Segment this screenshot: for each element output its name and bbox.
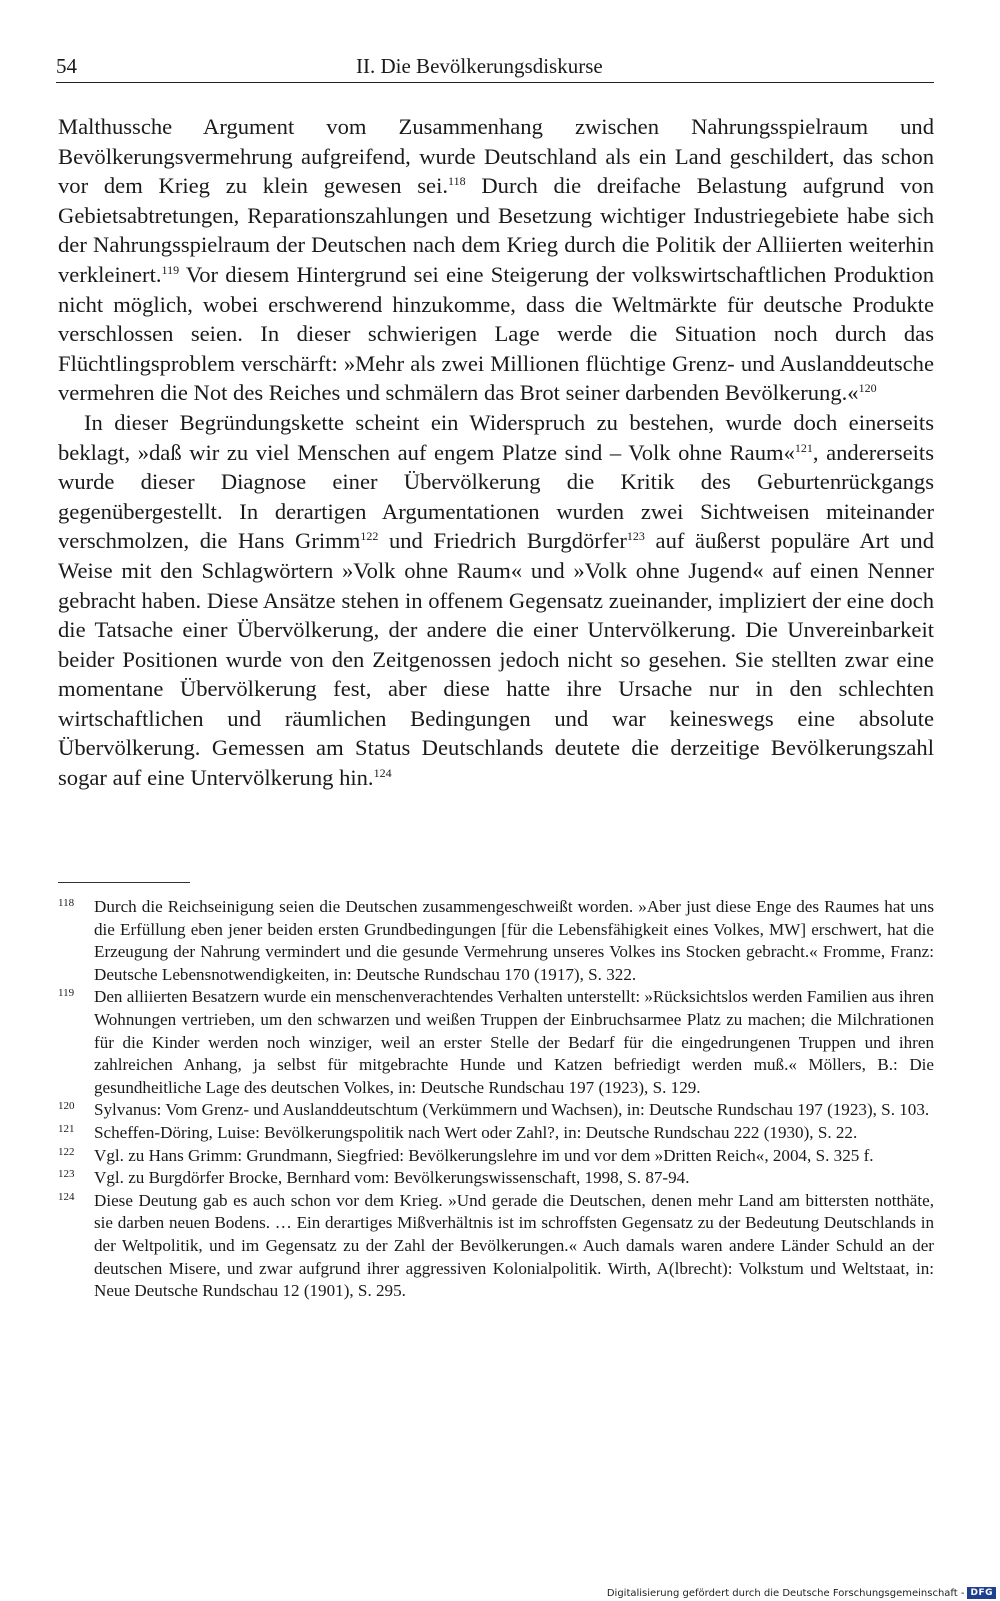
footnote-number: 118 xyxy=(58,897,75,909)
footnote-text: Vgl. zu Hans Grimm: Grundmann, Siegfried: Bevölkerungslehre im und vor dem »Dritten Reich«, 2004, S. 325 f. xyxy=(94,1145,874,1165)
footnote-text: Den alliierten Besatzern wurde ein menschenverachtendes Verhalten unterstellt: »Rücksichtslos werden Familien aus ihren Wohnungen vertrieben, um den schwarzen und weißen Truppen der Einbruchsarmee Platz zu machen; die Milchrationen für die Kinder werden noch winziger, weil an erster Stelle der Bedarf für die eingedrungenen Truppen und ihren zahlreichen Anhang, ja selbst für mitgebrachte Hunde und Katzen befriedigt werden muß.« Möllers, B.: Die gesundheitliche Lage des deutschen Volkes, in: Deutsche Rundschau 197 (1923), S. 129. xyxy=(94,987,934,1097)
footnote-118 xyxy=(58,896,934,986)
footnote-ref: 121 xyxy=(794,440,813,455)
footnote-text: Vgl. zu Burgdörfer Brocke, Bernhard vom: Bevölkerungswissenschaft, 1998, S. 87-94. xyxy=(94,1168,690,1188)
footnote-119 xyxy=(58,986,934,1099)
text-segment: , andererseits wurde dieser Diagnose einer Übervölkerung die Kritik des Geburtenrückgangs gegenübergestellt. In derartigen Argumentationen wurden zwei Sichtweisen miteinander verschmolzen, die Hans Grimm xyxy=(58,439,934,554)
footnote-separator xyxy=(58,882,190,883)
footnote-text: Sylvanus: Vom Grenz- und Auslanddeutschtum (Verkümmern und Wachsen), in: Deutsche Rundschau 197 (1923), S. 103. xyxy=(94,1100,930,1120)
footnote-number: 123 xyxy=(58,1168,75,1181)
footnote-ref: 123 xyxy=(626,529,645,544)
footnote-number: 120 xyxy=(58,1100,75,1113)
footnote-text: Durch die Reichseinigung seien die Deutschen zusammengeschweißt worden. »Aber just diese Enge des Raumes hat uns die Erfüllung eben jener beiden ersten Grundbedingungen [für die Lebensfähigkeit eines Volkes, MW] erschwert, hat die Erzeugung der Nahrung vermindert und die gesunde Vermehrung unseres Volkes ins Stocken gebracht.« Fromme, Franz: Deutsche Lebensnotwendigkeiten, in: Deutsche Rundschau 170 (1917), S. 322. xyxy=(94,897,934,984)
footnote-number: 119 xyxy=(58,987,75,1000)
text-segment: Malthussche Argument vom Zusammenhang zwischen Nahrungsspielraum und Bevölkerungsvermehrung aufgreifend, wurde Deutschland als ein Land geschildert, das schon vor dem Krieg zu klein gewesen sei. xyxy=(58,114,934,199)
page-header xyxy=(56,52,934,83)
footnote-ref: 119 xyxy=(161,262,180,277)
footnote-ref: 124 xyxy=(373,766,392,781)
footnote-ref: 122 xyxy=(360,529,379,544)
footnote-ref: 118 xyxy=(448,174,466,189)
text-segment: Durch die dreifache Belastung aufgrund von Gebietsabtretungen, Reparationszahlungen und Besetzung wichtiger Industriegebiete habe sich der Nahrungsspielraum der Deutschen nach dem Krieg durch die Politik der Alliierten weiterhin verkleinert. xyxy=(58,173,934,287)
footnote-122 xyxy=(58,1145,934,1168)
text-segment: In dieser Begründungskette scheint ein Widerspruch zu bestehen, wurde doch einerseits beklagt, »daß wir zu viel Menschen auf engem Platze sind – Volk ohne Raum« xyxy=(58,409,934,465)
text-segment: Vor diesem Hintergrund sei eine Steigerung der volkswirtschaftlichen Produktion nicht möglich, wobei erschwerend hinzukomme, dass die Weltmärkte für deutsche Produkte verschlossen seien. In dieser schwierigen Lage werde die Situation noch durch das Flüchtlingsproblem verschärft: »Mehr als zwei Millionen flüchtige Grenz- und Auslanddeutsche vermehren die Not des Reiches und schmälern das Brot seiner darbenden Bevölkerung.« xyxy=(58,261,934,406)
text-segment: und Friedrich Burgdörfer xyxy=(378,528,627,554)
footnote-number: 124 xyxy=(58,1190,75,1203)
paragraph-2 xyxy=(58,408,934,793)
running-title: II. Die Bevölkerungsdiskurse xyxy=(356,54,603,78)
footnote-124 xyxy=(58,1190,934,1303)
text-segment: auf äußerst populäre Art und Weise mit den Schlagwörtern »Volk ohne Raum« und »Volk ohne Jugend« auf einen Nenner gebracht haben. Diese Ansätze stehen in offenem Gegensatz zueinander, impliziert der eine doch die Tatsache einer Übervölkerung, der andere die einer Untervölkerung. Die Unvereinbarkeit beider Positionen wurde von den Zeitgenossen jedoch nicht so gesehen. Sie stellten zwar eine momentane Übervölkerung fest, aber diese hatte ihre Ursache nur in den schlechten wirtschaftlichen und räumlichen Bedingungen und war keineswegs eine absolute Übervölkerung. Gemessen am Status Deutschlands deutete die derzeitige Bevölkerungszahl sogar auf eine Untervölkerung hin. xyxy=(58,528,934,791)
digitization-note xyxy=(607,1587,996,1599)
footnote-120 xyxy=(58,1099,934,1122)
digitization-text: Digitalisierung gefördert durch die Deutsche Forschungsgemeinschaft - xyxy=(606,1587,965,1599)
footnote-text: Scheffen-Döring, Luise: Bevölkerungspolitik nach Wert oder Zahl?, in: Deutsche Rundschau 222 (1930), S. 22. xyxy=(94,1122,858,1142)
paragraph-1 xyxy=(58,112,934,408)
footnote-text: Diese Deutung gab es auch schon vor dem Krieg. »Und gerade die Deutschen, denen mehr Land am bittersten notthäte, sie darben neuen Bodens. … Ein derartiges Mißverhältnis ist im schroffsten Gegensatz zu der Bedeutung Deutschlands in der Weltpolitik, und im Gegensatz zu der Zahl der Bevölkerungen.« Auch damals waren andere Länder Schuld an der deutschen Misere, und zwar aufgrund ihrer aggressiven Kolonialpolitik. Wirth, A(lbrecht): Volkstum und Weltstaat, in: Neue Deutsche Rundschau 12 (1901), S. 295. xyxy=(94,1190,934,1301)
footnote-number: 122 xyxy=(58,1145,75,1158)
footnote-ref: 120 xyxy=(858,381,877,396)
footnote-123 xyxy=(58,1167,934,1190)
footnotes xyxy=(58,896,934,1303)
page-number: 54 xyxy=(56,54,77,78)
footnote-121 xyxy=(58,1122,934,1145)
dfg-logo-icon: DFG xyxy=(967,1587,996,1599)
main-text xyxy=(58,112,934,793)
footnote-number: 121 xyxy=(58,1122,75,1135)
